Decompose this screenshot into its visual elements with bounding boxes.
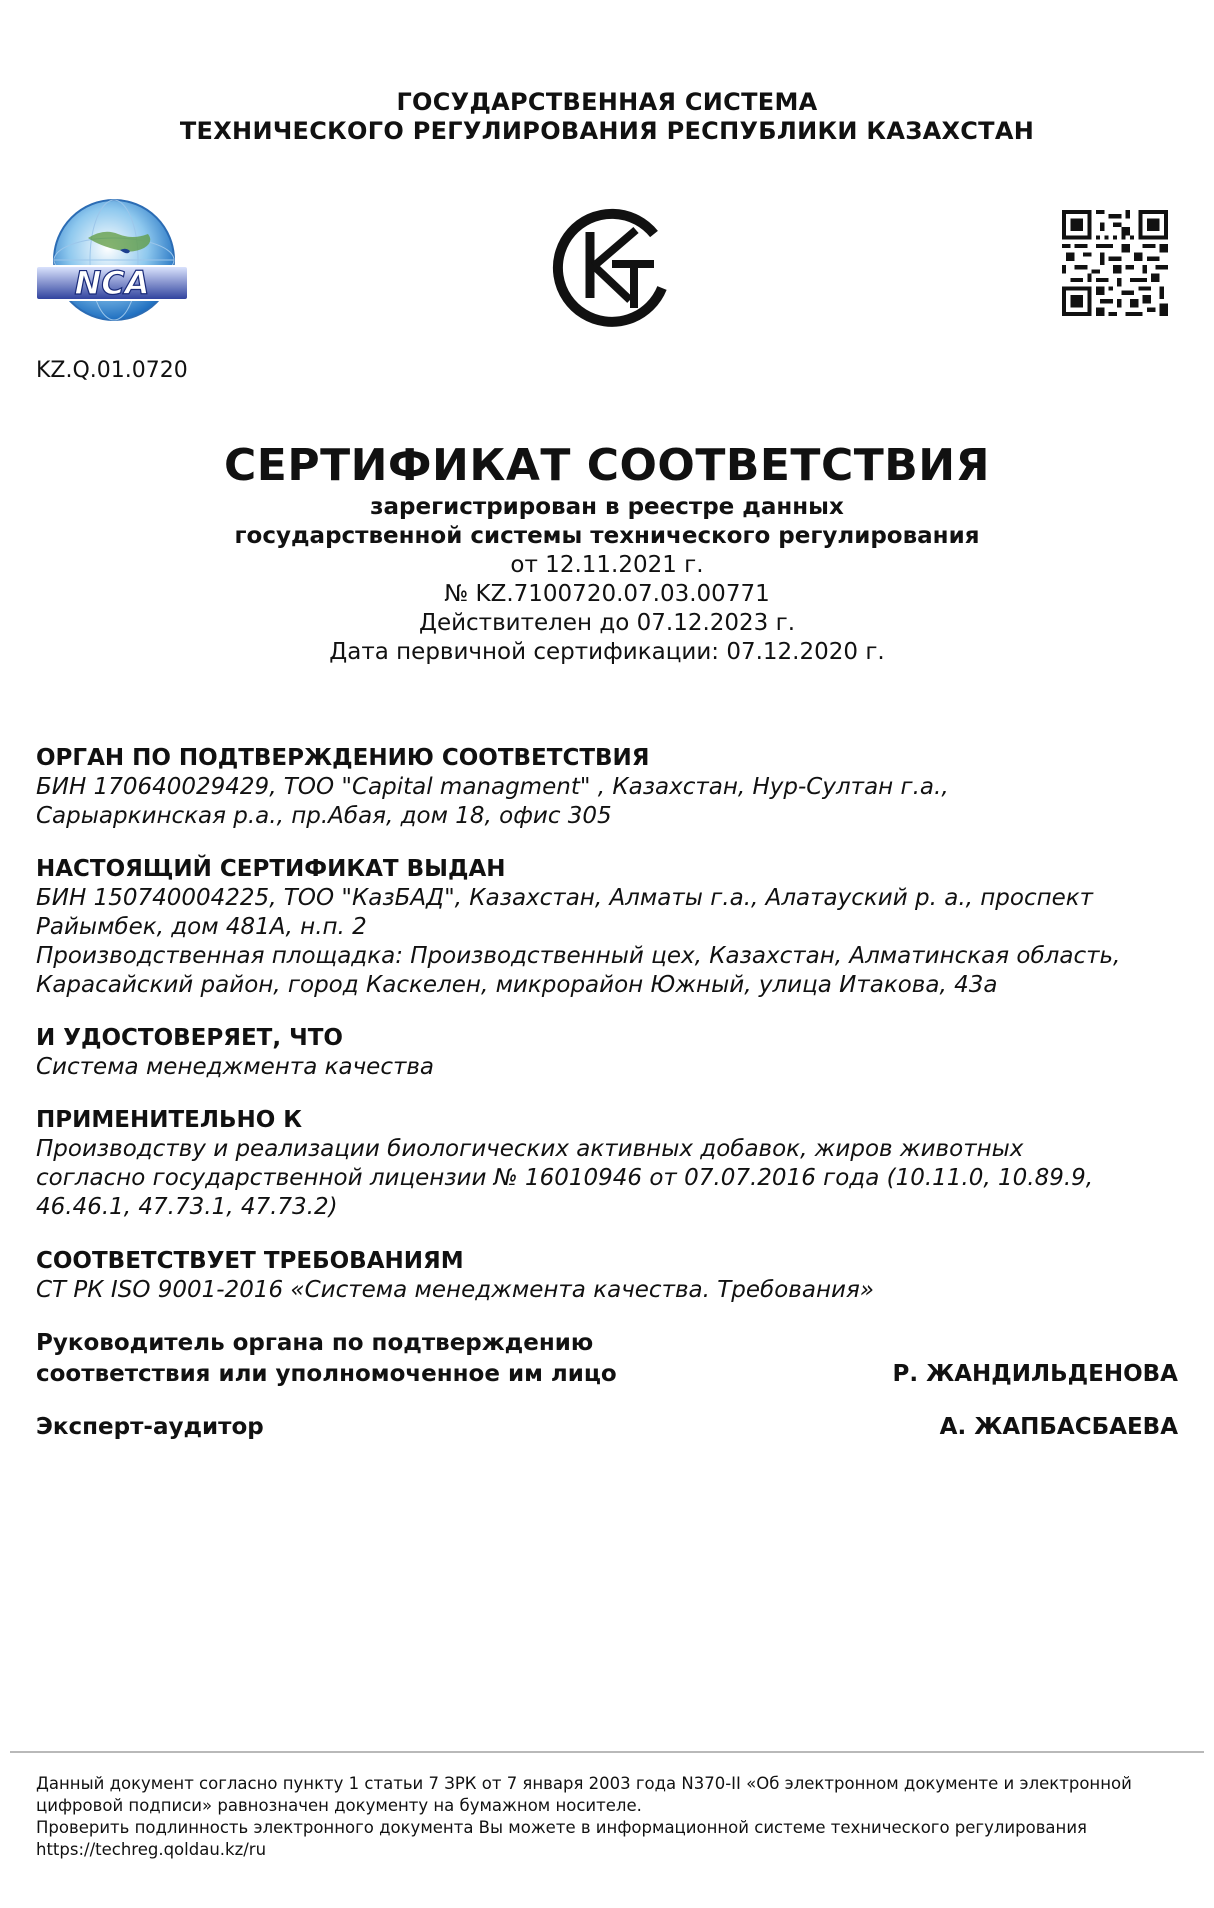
section-line: Райымбек, дом 481А, н.п. 2 <box>36 914 367 940</box>
section-applicable <box>36 1106 1186 1222</box>
footer-divider <box>10 1751 1204 1753</box>
header-line-2: ТЕХНИЧЕСКОГО РЕГУЛИРОВАНИЯ РЕСПУБЛИКИ КАЗАХСТАН <box>179 117 1035 145</box>
certificate-date: от 12.11.2021 г. <box>510 552 704 578</box>
section-line: БИН 170640029429, ТОО "Capital managment" , Казахстан, Нур-Султан г.а., <box>36 774 949 800</box>
kz-conformity-mark-icon <box>550 200 674 328</box>
section-heading: ОРГАН ПО ПОДТВЕРЖДЕНИЮ СООТВЕТСТВИЯ <box>36 745 650 771</box>
section-line: Сарыаркинская р.а., пр.Абая, дом 18, офис 305 <box>36 803 612 829</box>
expert-name: А. ЖАПБАСБАЕВА <box>939 1414 1178 1440</box>
section-line: Производству и реализации биологических активных добавок, жиров животных <box>36 1136 1024 1162</box>
registration-number: KZ.Q.01.0720 <box>36 358 188 383</box>
head-label-line-1: Руководитель органа по подтверждению <box>36 1330 594 1356</box>
footer-line: Данный документ согласно пункту 1 статьи 7 ЗРК от 7 января 2003 года N370-II «Об электронном документе и электронной <box>36 1774 1132 1793</box>
section-line: Система менеджмента качества <box>36 1054 435 1080</box>
head-signatory-name: Р. ЖАНДИЛЬДЕНОВА <box>892 1361 1178 1387</box>
expert-label: Эксперт-аудитор <box>36 1414 264 1440</box>
header-line-1: ГОСУДАРСТВЕННАЯ СИСТЕМА <box>396 88 818 116</box>
footer-line: цифровой подписи» равнозначен документу на бумажном носителе. <box>36 1796 642 1815</box>
section-line: Карасайский район, город Каскелен, микрорайон Южный, улица Итакова, 43а <box>36 972 998 998</box>
section-heading: ПРИМЕНИТЕЛЬНО К <box>36 1107 303 1133</box>
section-organ <box>36 744 1186 831</box>
head-signatory-label <box>36 1328 617 1390</box>
certificate-number: № KZ.7100720.07.03.00771 <box>444 581 770 607</box>
certificate-valid-until: Действителен до 07.12.2023 г. <box>418 610 796 636</box>
certificate-title: СЕРТИФИКАТ СООТВЕТСТВИЯ <box>223 440 990 491</box>
nca-logo-text: NCA <box>74 264 150 302</box>
section-line: Производственная площадка: Производственный цех, Казахстан, Алматинская область, <box>36 943 1121 969</box>
section-issued <box>36 855 1186 1000</box>
certificate-first-date: Дата первичной сертификации: 07.12.2020 г. <box>329 639 885 665</box>
section-line: БИН 150740004225, ТОО "КазБАД", Казахстан, Алматы г.а., Алатауский р. а., проспект <box>36 885 1094 911</box>
certificate-subtitle-1: зарегистрирован в реестре данных <box>370 494 844 520</box>
qr-code-icon[interactable] <box>1062 210 1168 316</box>
section-line: СТ РК ISO 9001-2016 «Система менеджмента качества. Требования» <box>36 1277 874 1303</box>
head-label-line-2: соответствия или уполномоченное им лицо <box>36 1361 617 1387</box>
nca-globe-logo-icon <box>34 198 190 328</box>
footer-link[interactable]: https://techreg.qoldau.kz/ru <box>36 1840 267 1859</box>
section-heading: И УДОСТОВЕРЯЕТ, ЧТО <box>36 1025 343 1051</box>
section-heading: СООТВЕТСТВУЕТ ТРЕБОВАНИЯМ <box>36 1248 464 1274</box>
section-line: 46.46.1, 47.73.1, 47.73.2) <box>36 1194 338 1220</box>
section-certifies <box>36 1024 1186 1082</box>
footer-notice <box>36 1773 1186 1861</box>
certificate-subtitle-2: государственной системы технического регулирования <box>234 523 980 549</box>
section-line: согласно государственной лицензии № 16010946 от 07.07.2016 года (10.11.0, 10.89.9, <box>36 1165 1094 1191</box>
section-requirements <box>36 1247 1186 1305</box>
footer-line: Проверить подлинность электронного документа Вы можете в информационной системе технического регулирования <box>36 1818 1087 1837</box>
section-heading: НАСТОЯЩИЙ СЕРТИФИКАТ ВЫДАН <box>36 856 506 882</box>
